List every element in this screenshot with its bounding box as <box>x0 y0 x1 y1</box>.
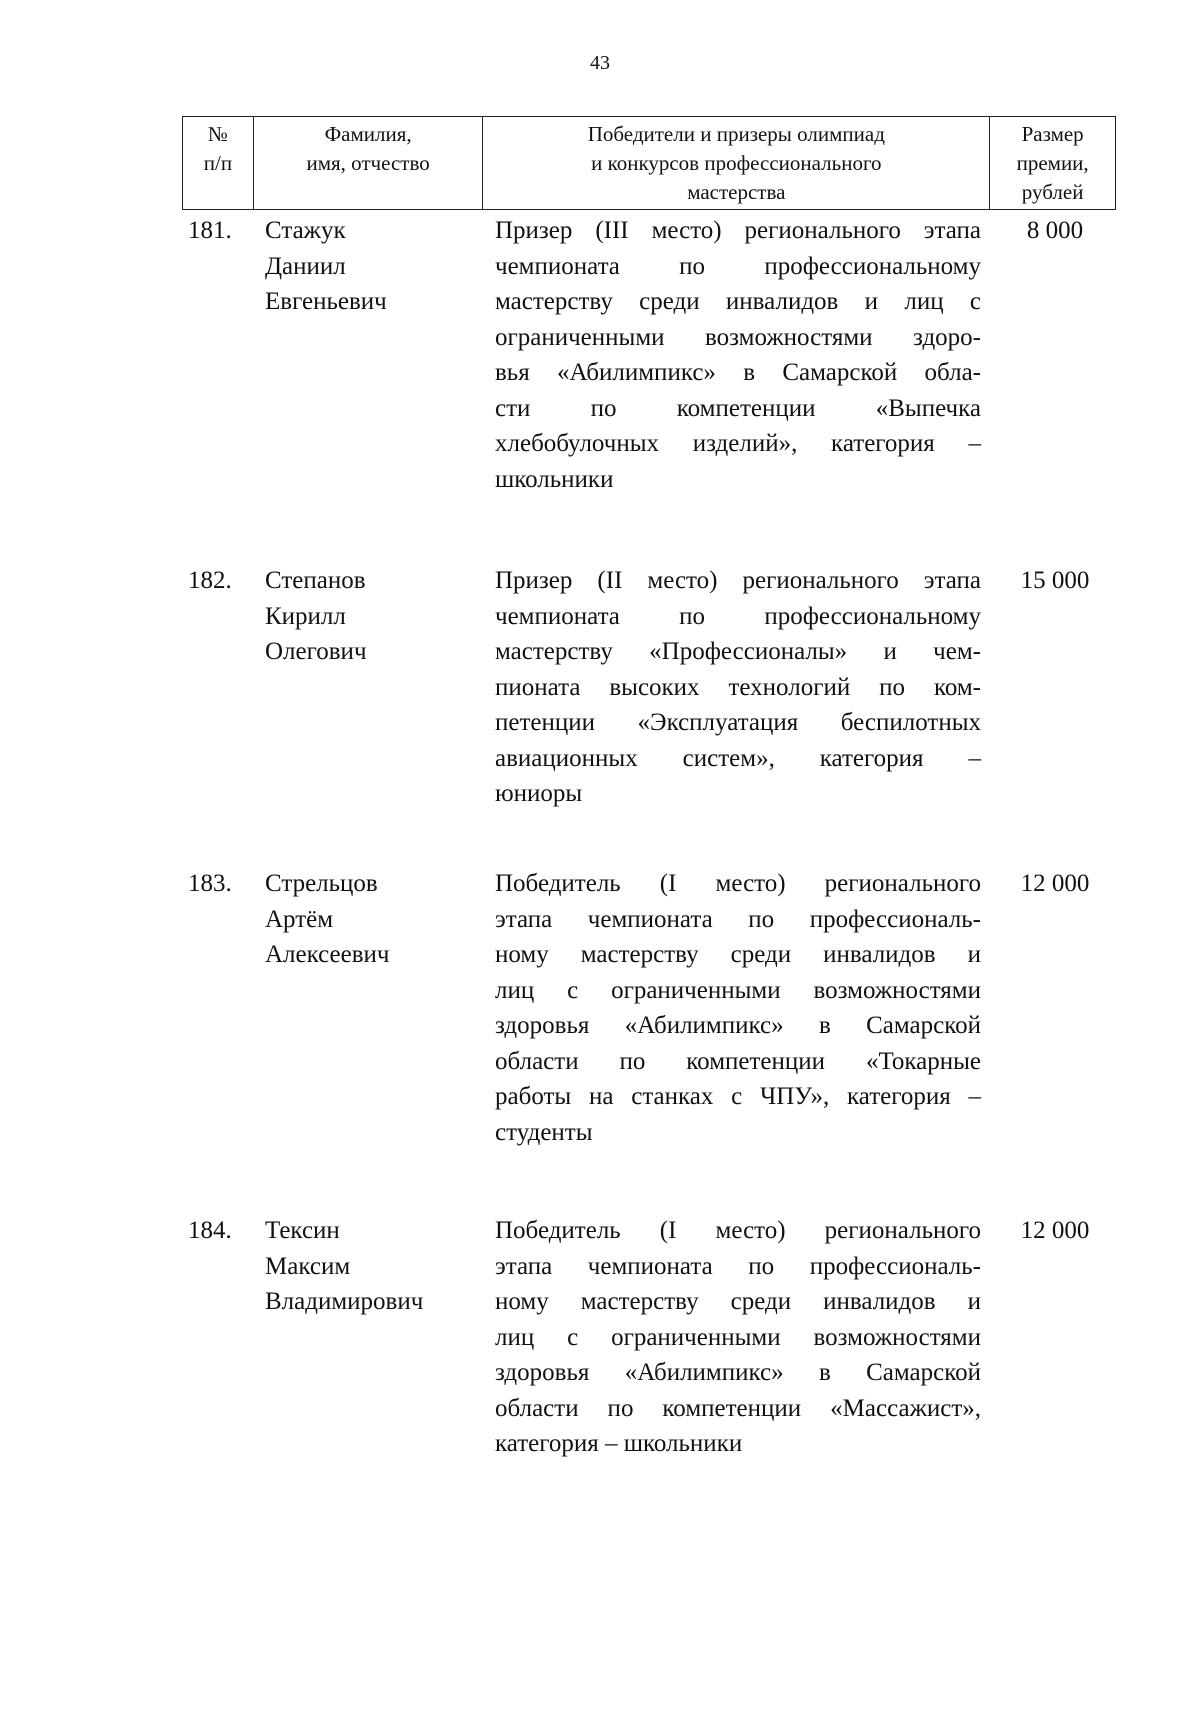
description-line: здоровья «Абилимпикс» в Самарской <box>495 1359 981 1386</box>
prize-amount: 15 000 <box>1020 567 1090 594</box>
person-name <box>265 1213 480 1320</box>
achievement-description <box>495 866 981 1150</box>
name-line: Стрельцов <box>265 870 378 897</box>
description-line: сти по компетенции «Выпечка <box>495 394 981 422</box>
header-line: рублей <box>1021 180 1084 204</box>
header-line: мастерства <box>687 180 786 204</box>
prize-amount: 12 000 <box>1020 1217 1090 1244</box>
description-line: пионата высоких технологий по ком- <box>495 673 981 701</box>
header-cell-description <box>483 117 990 209</box>
description-line: вья «Абилимпикс» в Самарской обла- <box>495 359 981 386</box>
header-line: премии, <box>1016 151 1089 175</box>
row-number: 183. <box>188 870 232 897</box>
description-line: чемпионата по профессиональному <box>495 252 981 280</box>
description-line: авиационных систем», категория – <box>495 744 981 772</box>
description-line: ограниченными возможностями здоро- <box>495 323 981 351</box>
row-number: 181. <box>188 217 232 244</box>
description-line: мастерству среди инвалидов и лиц с <box>495 288 981 315</box>
description-line: юниоры <box>495 780 583 807</box>
prize-amount: 12 000 <box>1020 870 1090 897</box>
name-line: Степанов <box>265 567 366 594</box>
description-line: школьники <box>495 465 614 493</box>
description-line: хлебобулочных изделий», категория – <box>495 430 981 457</box>
name-line: Максим <box>265 1252 351 1280</box>
achievement-description <box>495 563 981 812</box>
header-line: имя, отчество <box>306 151 430 175</box>
header-line: № <box>207 122 228 146</box>
prize-amount: 8 000 <box>1026 217 1084 244</box>
description-line: петенции «Эксплуатация беспилотных <box>495 709 981 736</box>
name-line: Стажук <box>265 217 346 244</box>
description-line: категория – школьники <box>495 1430 743 1457</box>
name-line: Алексеевич <box>265 941 390 968</box>
description-line: этапа чемпионата по профессиональ- <box>495 1252 981 1280</box>
person-name <box>265 563 480 670</box>
description-line: ному мастерству среди инвалидов и <box>495 1288 981 1315</box>
table-header <box>182 116 1116 210</box>
description-line: Победитель (I место) регионального <box>495 1217 981 1244</box>
person-name <box>265 866 480 973</box>
header-cell-number <box>183 117 254 209</box>
name-line: Евгеньевич <box>265 288 387 315</box>
name-line: Олегович <box>265 638 367 665</box>
description-line: лиц с ограниченными возможностями <box>495 1323 981 1351</box>
description-line: области по компетенции «Массажист», <box>495 1394 981 1422</box>
description-line: Победитель (I место) регионального <box>495 870 981 897</box>
header-line: и конкурсов профессионального <box>591 151 882 175</box>
header-cell-prize <box>990 117 1115 209</box>
header-line: Фамилия, <box>324 122 412 146</box>
description-line: Призер (III место) регионального этапа <box>495 217 981 244</box>
description-line: ному мастерству среди инвалидов и <box>495 941 981 968</box>
name-line: Кирилл <box>265 602 346 630</box>
achievement-description <box>495 213 981 497</box>
description-line: Призер (II место) регионального этапа <box>495 567 981 594</box>
header-line: п/п <box>203 151 233 175</box>
name-line: Даниил <box>265 252 346 280</box>
description-line: лиц с ограниченными возможностями <box>495 976 981 1004</box>
description-line: здоровья «Абилимпикс» в Самарской <box>495 1012 981 1039</box>
description-line: области по компетенции «Токарные <box>495 1047 981 1075</box>
header-line: Размер <box>1021 122 1084 146</box>
row-number: 182. <box>188 567 232 594</box>
row-number: 184. <box>188 1217 232 1244</box>
description-line: мастерству «Профессионалы» и чем- <box>495 638 981 665</box>
description-line: этапа чемпионата по профессиональ- <box>495 905 981 933</box>
header-cell-name <box>254 117 484 209</box>
achievement-description <box>495 1213 981 1462</box>
person-name <box>265 213 480 320</box>
description-line: работы на станках с ЧПУ», категория – <box>495 1083 981 1110</box>
name-line: Артём <box>265 905 334 933</box>
description-line: студенты <box>495 1118 593 1146</box>
description-line: чемпионата по профессиональному <box>495 602 981 630</box>
name-line: Владимирович <box>265 1288 424 1315</box>
name-line: Тексин <box>265 1217 340 1244</box>
header-line: Победители и призеры олимпиад <box>587 122 885 146</box>
page-number: 43 <box>590 52 610 74</box>
